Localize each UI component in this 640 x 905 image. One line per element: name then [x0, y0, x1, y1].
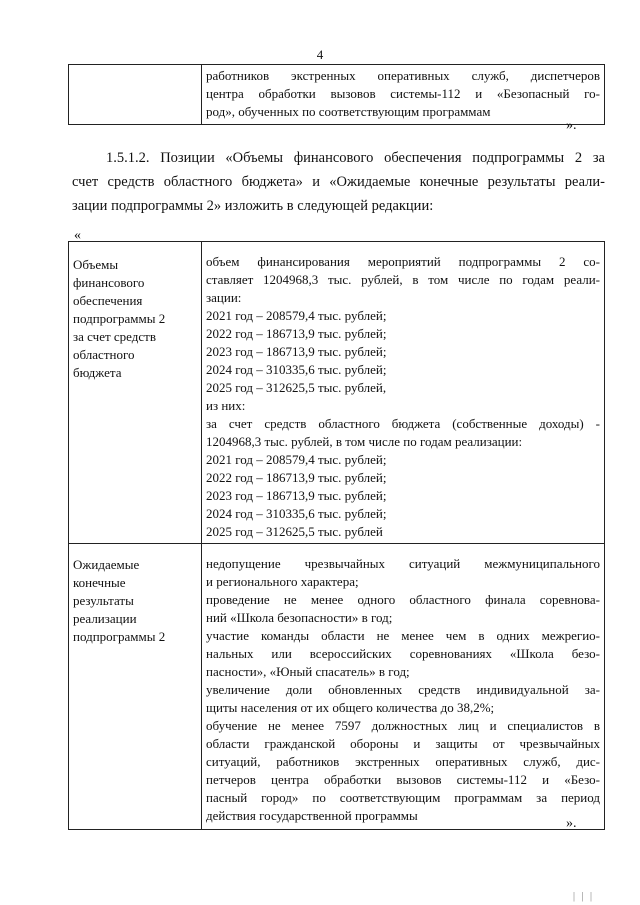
content-line: проведение не менее одного областного финала соревнова-: [206, 592, 600, 607]
content-line: 2021 год – 208579,4 тыс. рублей;: [206, 308, 387, 323]
text-line: работников экстренных оперативных служб, диспетчеров: [206, 68, 600, 83]
paragraph-line: счет средств областного бюджета» и «Ожидаемые конечные результаты реали-: [72, 174, 605, 190]
content-line: 1204968,3 тыс. рублей, в том числе по годам реализации:: [206, 434, 523, 449]
paragraph-line: 1.5.1.2. Позиции «Объемы финансового обеспечения подпрограммы 2 за: [106, 150, 605, 166]
content-line: 2022 год – 186713,9 тыс. рублей;: [206, 326, 387, 341]
label-line: за счет средств: [73, 329, 156, 344]
content-line: 2025 год – 312625,5 тыс. рублей: [206, 524, 383, 539]
label-line: подпрограммы 2: [73, 311, 166, 326]
content-line: 2024 год – 310335,6 тыс. рублей;: [206, 362, 387, 377]
row-content-cell: [202, 544, 605, 830]
content-line: пасный город» по соответствующим программам за период: [206, 790, 600, 805]
label-line: обеспечения: [73, 293, 143, 308]
amendment-table: [68, 241, 605, 830]
row-content-cell: [202, 242, 605, 544]
row-label-cell: [69, 544, 202, 830]
label-line: подпрограммы 2: [73, 629, 166, 644]
content-line: увеличение доли обновленных средств индивидуальной за-: [206, 682, 600, 697]
content-line: пасности», «Юный спасатель» в год;: [206, 664, 410, 679]
open-quote: «: [74, 228, 81, 243]
label-line: финансового: [73, 275, 145, 290]
content-line: за счет средств областного бюджета (собственные доходы) -: [206, 416, 600, 431]
label-line: Ожидаемые: [73, 557, 140, 572]
content-line: 2023 год – 186713,9 тыс. рублей;: [206, 344, 387, 359]
content-line: объем финансирования мероприятий подпрограммы 2 со-: [206, 254, 600, 269]
table-row: [69, 242, 605, 544]
content-line: щиты населения от их общего количества до 38,2%;: [206, 700, 495, 715]
content-line: области гражданской обороны и защиты от чрезвычайных: [206, 736, 600, 751]
row-label-cell: [69, 242, 202, 544]
content-line: петчеров центра обработки вызовов системы-112 и «Безо-: [206, 772, 600, 787]
corner-marks: | | |: [573, 891, 595, 902]
text-line: центра обработки вызовов системы-112 и «Безопасный го-: [206, 86, 600, 101]
page-number: 4: [316, 47, 324, 62]
content-line: и регионального характера;: [206, 574, 359, 589]
text-line: род», обученных по соответствующим программам: [206, 104, 491, 119]
label-line: бюджета: [73, 365, 122, 380]
content-line: 2024 год – 310335,6 тыс. рублей;: [206, 506, 387, 521]
content-line: недопущение чрезвычайных ситуаций межмуниципального: [206, 556, 600, 571]
label-line: областного: [73, 347, 135, 362]
paragraph-line: зации подпрограммы 2» изложить в следующей редакции:: [72, 198, 434, 214]
table-row: [69, 544, 605, 830]
close-quote: ».: [566, 118, 577, 133]
content-line: нальных или всероссийских соревнованиях «Школа безо-: [206, 646, 600, 661]
close-quote: ».: [566, 816, 577, 831]
content-line: из них:: [206, 398, 246, 413]
label-line: Объемы: [73, 257, 119, 272]
content-line: ситуаций, работников экстренных оперативных служб, дис-: [206, 754, 600, 769]
content-line: действия государственной программы: [206, 808, 418, 823]
top-table-fragment: [68, 64, 605, 125]
content-line: зации:: [206, 290, 242, 305]
content-line: ний «Школа безопасности» в год;: [206, 610, 393, 625]
top-table-right-cell: [202, 65, 605, 125]
label-line: конечные: [73, 575, 126, 590]
content-line: обучение не менее 7597 должностных лиц и специалистов в: [206, 718, 600, 733]
label-line: результаты: [73, 593, 134, 608]
top-table-left-cell: [69, 65, 202, 125]
content-line: участие команды области не менее чем в одних межрегио-: [206, 628, 600, 643]
content-line: 2025 год – 312625,5 тыс. рублей,: [206, 380, 387, 395]
content-line: 2022 год – 186713,9 тыс. рублей;: [206, 470, 387, 485]
label-line: реализации: [73, 611, 137, 626]
content-line: 2023 год – 186713,9 тыс. рублей;: [206, 488, 387, 503]
content-line: ставляет 1204968,3 тыс. рублей, в том числе по годам реали-: [206, 272, 600, 287]
content-line: 2021 год – 208579,4 тыс. рублей;: [206, 452, 387, 467]
amendment-paragraph: [72, 146, 605, 218]
